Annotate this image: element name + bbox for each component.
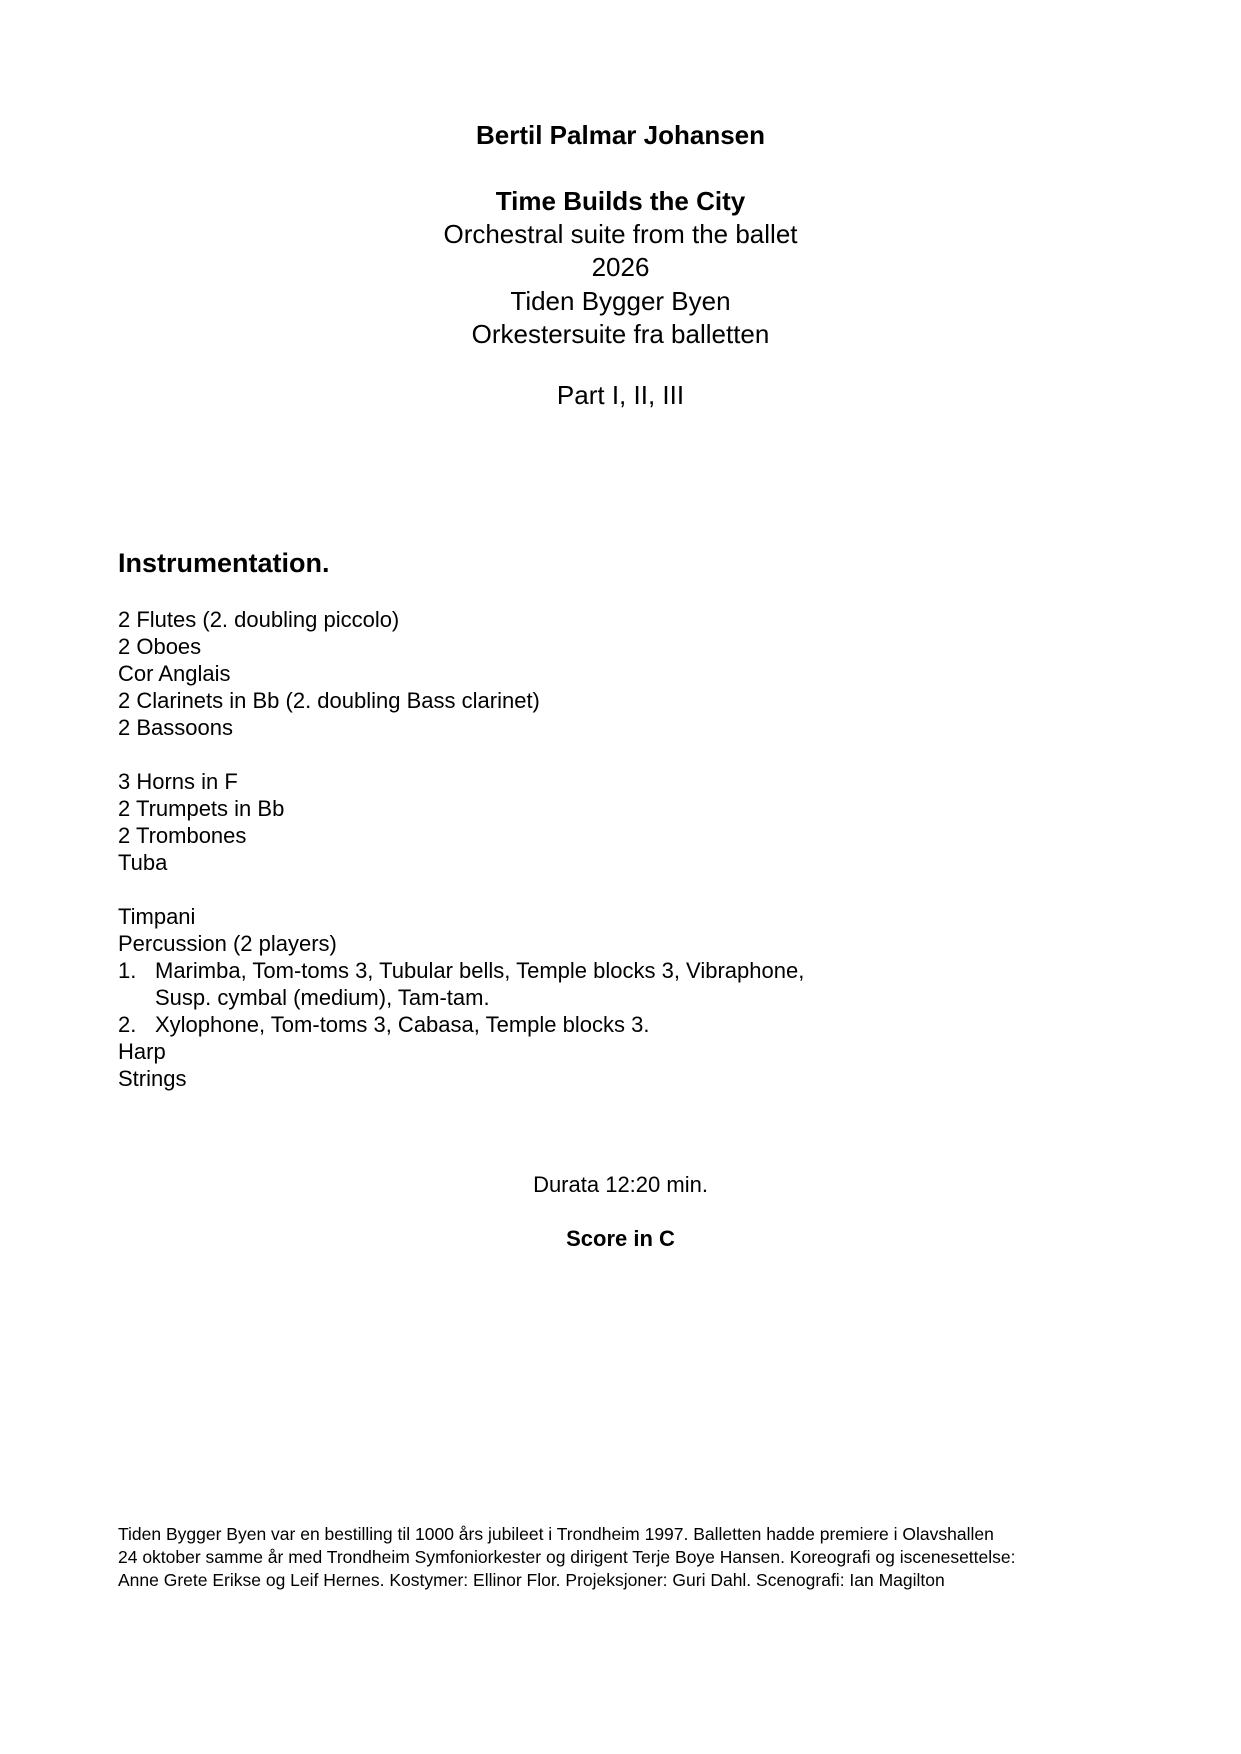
footer-note-line: Tiden Bygger Byen var en bestilling til 1000 års jubileet i Trondheim 1997. Balletten hadde premiere i Olavshallen [118, 1524, 994, 1544]
instrument-line: 2 Clarinets in Bb (2. doubling Bass clarinet) [118, 688, 540, 713]
composer-name: Bertil Palmar Johansen [476, 120, 765, 150]
instrument-line: 2 Oboes [118, 634, 202, 659]
score-note: Score in C [566, 1226, 675, 1251]
list-number: 1. [118, 958, 137, 983]
footer-note-line: Anne Grete Erikse og Leif Hernes. Kostymer: Ellinor Flor. Projeksjoner: Guri Dahl. Scenografi: Ian Magilton [118, 1570, 945, 1590]
percussion-player-2 [118, 1011, 649, 1038]
instrument-line: Harp [118, 1039, 166, 1064]
work-subtitle-norwegian: Orkestersuite fra balletten [471, 319, 770, 349]
instrument-line: 3 Horns in F [118, 769, 238, 794]
percussion-player-1 [118, 957, 804, 984]
work-year: 2026 [591, 252, 650, 282]
list-number: 2. [118, 1012, 137, 1037]
work-title: Time Builds the City [495, 186, 746, 216]
instrument-line: 2 Trombones [118, 823, 247, 848]
percussion-instruments: Marimba, Tom-toms 3, Tubular bells, Temple blocks 3, Vibraphone, [155, 958, 805, 983]
instrument-line: Cor Anglais [118, 661, 231, 686]
instrumentation-heading: Instrumentation. [118, 548, 330, 578]
duration: Durata 12:20 min. [533, 1172, 708, 1197]
instrument-line: Strings [118, 1066, 187, 1091]
instrument-line: 2 Bassoons [118, 715, 233, 740]
instrument-line: Timpani [118, 904, 196, 929]
instrument-line: 2 Flutes (2. doubling piccolo) [118, 607, 400, 632]
work-parts: Part I, II, III [556, 380, 685, 410]
percussion-heading: Percussion (2 players) [118, 931, 337, 956]
work-title-norwegian: Tiden Bygger Byen [510, 286, 731, 316]
instrument-line: 2 Trumpets in Bb [118, 796, 285, 821]
footer-note-line: 24 oktober samme år med Trondheim Symfoniorkester og dirigent Terje Boye Hansen. Koreografi og iscenesettelse: [118, 1547, 1016, 1567]
work-subtitle: Orchestral suite from the ballet [443, 219, 798, 249]
percussion-instruments: Xylophone, Tom-toms 3, Cabasa, Temple blocks 3. [155, 1012, 650, 1037]
percussion-player-1-continued: Susp. cymbal (medium), Tam-tam. [155, 985, 490, 1010]
instrument-line: Tuba [118, 850, 168, 875]
